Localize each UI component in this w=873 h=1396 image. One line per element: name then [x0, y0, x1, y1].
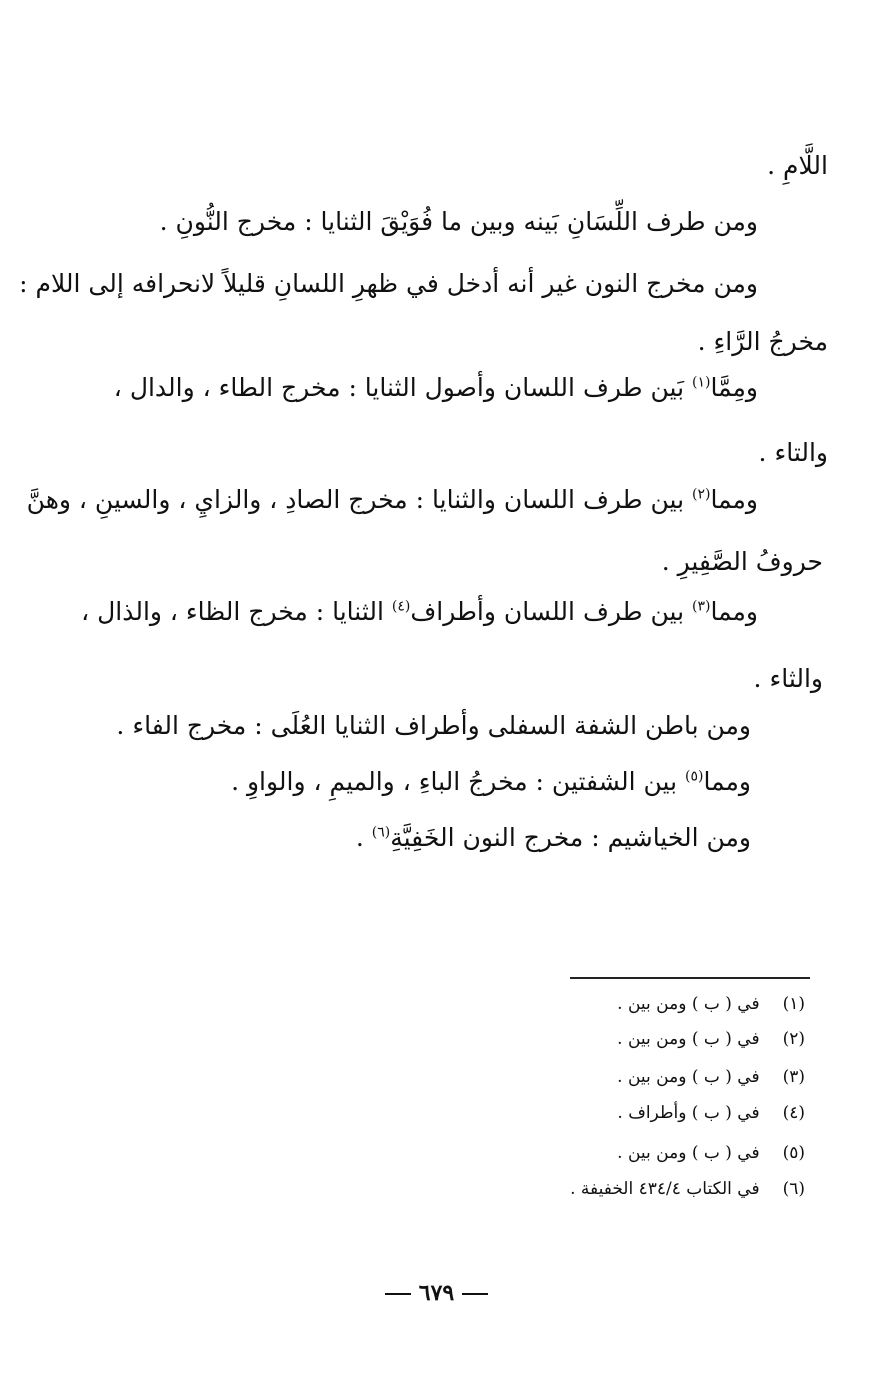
text-line-12	[231, 762, 751, 802]
text-line-5	[70, 368, 758, 408]
footnote-number: (٥)	[782, 1143, 805, 1163]
footnote-text: في الكتاب ٤٣٤/٤ الخفيفة .	[570, 1179, 760, 1199]
text-line-6: والتاء .	[758, 438, 828, 467]
text-segment: بَين طرف اللسان وأصول الثنايا : مخرج الطاء ، والدال ،	[113, 373, 692, 402]
text-line-3: ومن مخرج النون غير أنه أدخل في ظهرِ اللسانِ قليلاً لانحرافه إلى اللام :	[19, 269, 758, 298]
text-line-4: مخرجُ الرَّاءِ .	[697, 327, 828, 356]
footnote-ref-5[interactable]: (٥)	[684, 768, 704, 785]
footnote-text: في ( ب ) ومن بين .	[617, 1067, 760, 1087]
text-line-1: اللَّامِ .	[767, 151, 828, 180]
footnote-text: في ( ب ) ومن بين .	[617, 994, 760, 1014]
footnote-3	[485, 1065, 805, 1089]
page-number	[0, 1280, 873, 1306]
text-segment: بين طرف اللسان وأطراف	[410, 597, 692, 626]
footnote-text: في ( ب ) ومن بين .	[617, 1029, 760, 1049]
dash-right	[385, 1293, 411, 1295]
footnote-separator	[570, 977, 810, 979]
footnote-1	[485, 992, 805, 1016]
page-number-value: ٦٧٩	[418, 1280, 455, 1306]
footnote-5	[485, 1141, 805, 1165]
text-segment: ومِمَّا	[710, 373, 758, 402]
text-segment: .	[355, 823, 372, 852]
footnote-6	[485, 1177, 805, 1201]
text-line-13	[356, 818, 751, 858]
footnote-text: في ( ب ) ومن بين .	[617, 1143, 760, 1163]
text-segment: ومما	[710, 597, 758, 626]
footnote-ref-4[interactable]: (٤)	[391, 598, 411, 615]
footnote-2	[485, 1027, 805, 1051]
footnote-number: (٤)	[782, 1103, 805, 1123]
text-line-2: ومن طرف اللِّسَانِ بَينه وبين ما فُوَيْقَ الثنايا : مخرج النُّونِ .	[159, 207, 758, 236]
text-segment: بين الشفتين : مخرجُ الباءِ ، والميمِ ، والواوِ .	[231, 767, 685, 796]
dash-left	[462, 1293, 488, 1295]
footnote-number: (١)	[782, 994, 805, 1014]
footnote-number: (٣)	[782, 1067, 805, 1087]
text-line-11: ومن باطن الشفة السفلى وأطراف الثنايا العُلَى : مخرج الفاء .	[116, 711, 751, 740]
footnote-ref-1[interactable]: (١)	[691, 374, 711, 391]
text-line-7	[26, 480, 758, 520]
text-segment: ومن الخياشيم : مخرج النون الخَفِيَّةِ	[390, 823, 751, 852]
footnote-4	[485, 1101, 805, 1125]
footnote-number: (٢)	[782, 1029, 805, 1049]
text-line-8: حروفُ الصَّفِيرِ .	[661, 547, 823, 576]
footnote-text: في ( ب ) وأطراف .	[617, 1103, 760, 1123]
footnote-ref-2[interactable]: (٢)	[691, 486, 711, 503]
text-segment: بين طرف اللسان والثنايا : مخرج الصادِ ، والزايِ ، والسينِ ، وهنَّ	[26, 485, 692, 514]
footnote-number: (٦)	[782, 1179, 805, 1199]
text-segment: ومما	[703, 767, 751, 796]
text-line-10: والثاء .	[753, 664, 823, 693]
text-line-9	[70, 592, 758, 632]
text-segment: ومما	[710, 485, 758, 514]
text-segment: الثنايا : مخرج الظاء ، والذال ،	[81, 597, 392, 626]
footnote-ref-6[interactable]: (٦)	[371, 824, 391, 841]
footnote-ref-3[interactable]: (٣)	[691, 598, 711, 615]
